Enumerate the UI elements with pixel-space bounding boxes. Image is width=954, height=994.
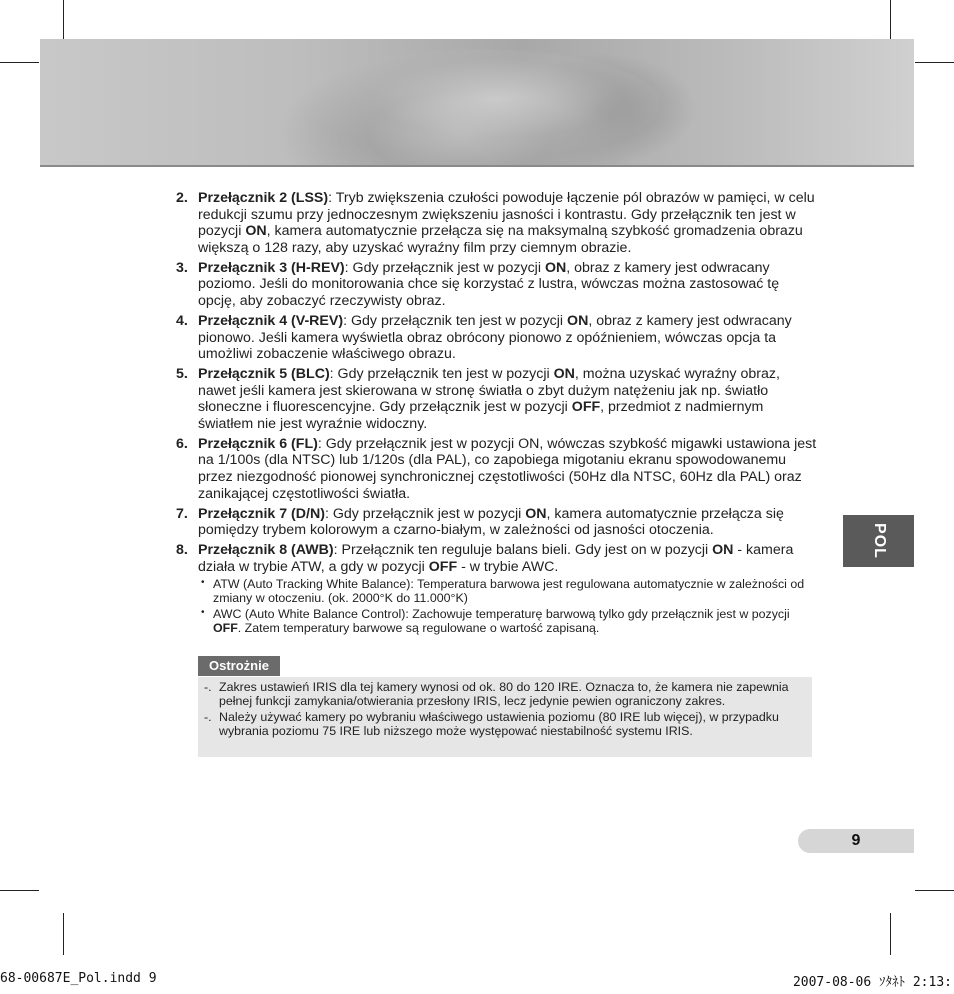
item-text: . Zatem temperatury barwowe są regulowane o wartość zapisaną. (237, 621, 600, 636)
crop-mark (915, 890, 954, 891)
caution-box (198, 677, 812, 757)
item-title: Przełącznik 8 (AWB) (198, 542, 334, 559)
item-text: ATW (Auto Tracking White Balance): Temperatura barwowa jest regulowana automatycznie w zależności od zmiany w otoczeniu. (ok. 2000°K do 11.000°K) (213, 577, 805, 606)
item-text: - w trybie AWC. (457, 558, 559, 575)
switch-item (172, 542, 820, 635)
crop-mark (0, 62, 39, 63)
item-number: 8. (176, 542, 188, 559)
emphasis-value: OFF (213, 621, 238, 636)
item-text: : Gdy przełącznik ten jest w pozycji (343, 312, 568, 329)
item-title: Przełącznik 2 (LSS) (198, 190, 329, 206)
item-title: Przełącznik 7 (D/N) (198, 505, 325, 522)
caution-line (204, 710, 806, 739)
crop-mark (63, 0, 64, 39)
switch-item (172, 190, 820, 256)
item-text: : Gdy przełącznik jest w pozycji (344, 259, 545, 276)
caution-line (204, 680, 806, 709)
switch-item (172, 366, 820, 432)
emphasis-value: ON (567, 312, 589, 329)
caution-text: Zakres ustawień IRIS dla tej kamery wynosi od ok. 80 do 120 IRE. Oznacza to, że kamera nie zapewnia pełnej funkcji zamykania/otwierania przesłony IRIS, lecz jedynie pewien ograniczony zakres. (219, 680, 789, 709)
item-title: Przełącznik 3 (H-REV) (198, 259, 345, 276)
item-text: , przedmiot z nadmiernym światłem nie jest wyraźnie widoczny. (198, 399, 764, 432)
emphasis-value: ON (245, 223, 267, 240)
item-number: 7. (176, 505, 188, 522)
awb-bullet-list (198, 577, 820, 635)
item-title: Przełącznik 6 (FL) (198, 435, 318, 452)
header-banner-image (40, 39, 914, 167)
emphasis-value: ON (712, 542, 734, 559)
item-text: - kamera działa w trybie ATW, a gdy w pozycji (198, 542, 794, 575)
item-title: Przełącznik 4 (V-REV) (198, 312, 344, 329)
banner-lens-graphic (300, 49, 660, 159)
item-text: , kamera automatycznie przełącza się na maksymalną szybkość gromadzenia obrazu większą o 128 razy, aby uzyskać wyraźny film przy ciemnym obrazie. (198, 223, 803, 256)
item-text: : Gdy przełącznik ten jest w pozycji (329, 366, 554, 383)
switch-item (172, 260, 820, 310)
switch-item (172, 436, 820, 502)
page-number: 9 (798, 829, 914, 853)
emphasis-value: ON (544, 259, 567, 276)
crop-mark (0, 890, 39, 891)
language-tab-label: POL (870, 523, 888, 559)
item-text: , obraz z kamery jest odwracany pionowo. Jeśli kamera wyświetla obraz obrócony pionowo z opóźnieniem, wówczas opcja ta umożliwi zobaczenie właściwego obrazu. (198, 312, 792, 363)
item-title: Przełącznik 5 (BLC) (198, 366, 330, 383)
item-number: 5. (176, 366, 188, 383)
awb-bullet (198, 607, 820, 635)
crop-mark (63, 913, 64, 955)
emphasis-value: OFF (571, 399, 601, 416)
item-number: 6. (176, 435, 188, 452)
switch-item (172, 506, 820, 539)
crop-mark (890, 913, 891, 955)
caution-label: Ostrożnie (198, 656, 280, 676)
caution-mark: -. (204, 680, 212, 694)
crop-mark (915, 62, 954, 63)
item-number: 4. (176, 312, 188, 329)
emphasis-value: OFF (428, 558, 458, 575)
item-number: 3. (176, 259, 188, 276)
item-number: 2. (176, 190, 188, 206)
caution-mark: -. (204, 709, 212, 724)
switch-item (172, 313, 820, 363)
footer-timestamp: 2007-08-06 ｿﾀﾈﾄ 2:13: (792, 975, 952, 990)
item-text: , kamera automatycznie przełącza się pomiędzy trybem kolorowym a czarno-białym, w zależności od jasności otoczenia. (198, 505, 784, 539)
emphasis-value: ON (553, 366, 575, 383)
bullet-dot: • (201, 607, 205, 619)
item-text: : Gdy przełącznik jest w pozycji ON, wówczas szybkość migawki ustawiona jest na 1/100s (dla NTSC) lub 1/120s (dla PAL), co zapobiega migotaniu ekranu spowodowanemu przez niezgodność pionowej synchronicznej częstotliwości (50Hz dla NTSC, 60Hz dla PAL) oraz zanikającej częstotliwości światła. (198, 435, 817, 502)
awb-bullet (198, 577, 820, 605)
switch-list (172, 190, 820, 639)
item-text: AWC (Auto White Balance Control): Zachowuje temperaturę barwową tylko gdy przełącznik jest w pozycji (213, 607, 790, 622)
caution-text: Należy używać kamery po wybraniu właściwego ustawienia poziomu (80 IRE lub więcej), w przypadku wybrania poziomu 75 IRE lub niższego może występować niestabilność systemu IRIS. (219, 709, 779, 739)
item-text: : Tryb zwiększenia czułości powoduje łączenie pól obrazów w pamięci, w celu redukcji szumu przy jednoczesnym zwiększeniu jasności i kontrastu. Gdy przełącznik ten jest w pozycji (198, 190, 815, 240)
footer-file-info: 68-00687E_Pol.indd 9 (0, 971, 157, 986)
item-text: : Przełącznik ten reguluje balans bieli. Gdy jest on w pozycji (333, 542, 713, 559)
bullet-dot: • (201, 577, 205, 589)
emphasis-value: ON (525, 505, 547, 522)
item-text: : Gdy przełącznik jest w pozycji (324, 505, 526, 522)
item-text: , obraz z kamery jest odwracany poziomo. Jeśli do monitorowania chce się korzystać z lustra, wówczas można zastosować tę opcję, aby zobaczyć rzeczywisty obraz. (198, 259, 780, 309)
language-tab (843, 515, 914, 567)
crop-mark (890, 0, 891, 39)
item-text: , można uzyskać wyraźny obraz, nawet jeśli kamera jest skierowana w stronę światła o zbyt dużym natężeniu jak np. światło słoneczne i fluorescencyjne. Gdy przełącznik jest w pozycji (198, 366, 780, 416)
